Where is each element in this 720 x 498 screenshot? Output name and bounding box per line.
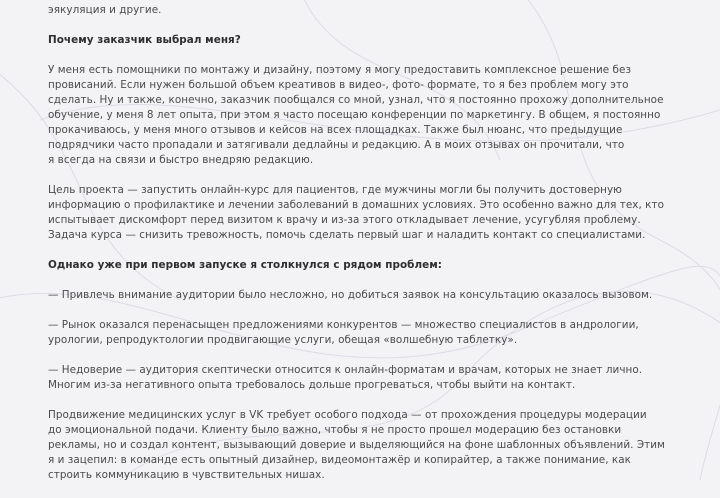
article-body xyxy=(48,0,696,498)
problem-item-market: — Рынок оказался перенасыщен предложениями конкурентов — множество специалистов в андрологии, урологии, репродуктологии продвигающие услуги, обещая «волшебную таблетку». xyxy=(48,319,639,346)
problems-heading: Однако уже при первом запуске я столкнулся с рядом проблем: xyxy=(48,259,442,271)
why-client-chose-heading: Почему заказчик выбрал меня? xyxy=(48,34,241,46)
intro-tail-paragraph: эякуляция и другие. xyxy=(48,4,162,16)
vk-promotion-paragraph: Продвижение медицинских услуг в VK требует особого подхода — от прохождения процедуры модерации до эмоциональной подачи. Клиенту было важно, чтобы я не просто прошел модерацию без остановки рекламы, но и создал контент, вызывающий доверие и выделяющийся на фоне шаблонных объявлений. Этим я и зацепил: в команде есть опытный дизайнер, видеомонтажёр и копирайтер, а также понимание, как строить коммуникацию в чувствительных нишах. xyxy=(48,409,665,481)
problem-item-attention: — Привлечь внимание аудитории было несложно, но добиться заявок на консультацию оказалось вызовом. xyxy=(48,289,653,301)
why-client-chose-paragraph: У меня есть помощники по монтажу и дизайну, поэтому я могу предоставить комплексное решение без провисаний. Если нужен большой объем креативов в видео-, фото- формате, то я без проблем могу это сделать. Ну и также, конечно, заказчик пообщался со мной, узнал, что я постоянно прохожу дополнительное обучение, у меня 8 лет опыта, при этом я часто посещаю конференции по маркетингу. В общем, я постоянно прокачиваюсь, у меня много отзывов и кейсов на всех площадках. Также был нюанс, что предыдущие подрядчики часто пропадали и затягивали дедлайны и редакцию. А в моих отзывах он прочитали, что я всегда на связи и быстро внедряю редакцию. xyxy=(48,64,664,166)
problem-item-distrust: — Недоверие — аудитория скептически относится к онлайн-форматам и врачам, которых не знает лично. Многим из-за негативного опыта требовалось дольше прогреваться, чтобы выйти на контакт. xyxy=(48,364,643,391)
project-goal-paragraph: Цель проекта — запустить онлайн-курс для пациентов, где мужчины могли бы получить достоверную информацию о профилактике и лечении заболеваний в домашних условиях. Это особенно важно для тех, кто испытывает дискомфорт перед визитом к врачу и из-за этого откладывает лечение, усугубляя проблему. Задача курса — снизить тревожность, помочь сделать первый шаг и наладить контакт со специалистами. xyxy=(48,184,665,241)
